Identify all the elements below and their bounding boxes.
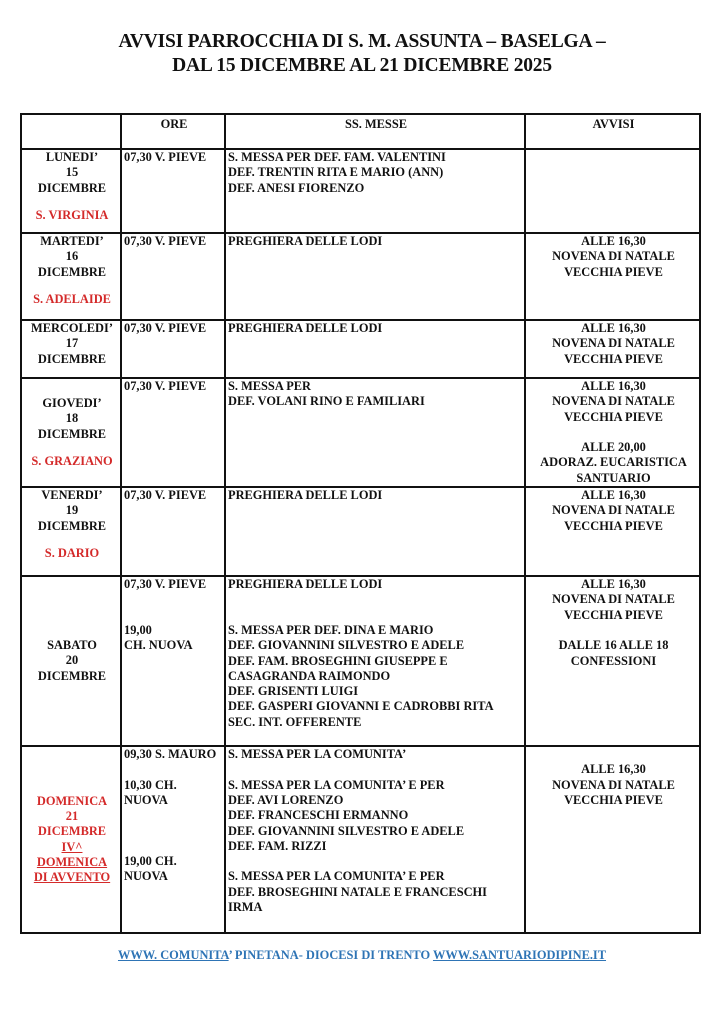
day-cell (21, 576, 121, 746)
time-location: 09,30 S. MAURO (124, 747, 217, 762)
notice-line: ALLE 20,00 (581, 440, 646, 455)
notice-line: DALLE 16 ALLE 18 (558, 638, 669, 653)
day-month: DICEMBRE (37, 824, 107, 839)
notice-line: ALLE 16,30 (581, 488, 646, 503)
mass-line: DEF. BROSEGHINI NATALE E FRANCESCHI (228, 884, 487, 899)
time-location: 07,30 V. PIEVE (124, 379, 207, 393)
notice-line: NOVENA DI NATALE (552, 336, 675, 351)
messe-cell (225, 576, 525, 746)
notice-line: VECCHIA PIEVE (564, 409, 663, 424)
notice-line: ALLE 16,30 (581, 321, 646, 335)
avvisi-cell (525, 378, 700, 487)
avvisi-cell (525, 487, 700, 576)
mass-line: DEF. FAM. RIZZI (228, 838, 327, 853)
notice-line: CONFESSIONI (570, 653, 657, 668)
avvisi-cell (525, 233, 700, 320)
table-header-row (21, 114, 700, 149)
day-number: 20 (65, 653, 79, 668)
comunita-pinetana-link[interactable]: WWW. COMUNITA (117, 948, 229, 962)
day-month: DICEMBRE (37, 180, 107, 195)
time-location: 07,30 V. PIEVE (124, 150, 207, 164)
day-name: GIOVEDI’ (42, 395, 102, 410)
column-header-avvisi: AVVISI (525, 114, 700, 149)
day-month: DICEMBRE (37, 351, 107, 366)
notice-line: ALLE 16,30 (581, 234, 646, 248)
mass-line: PREGHIERA DELLE LODI (228, 234, 383, 248)
column-header-ore: ORE (121, 114, 225, 149)
day-cell (21, 746, 121, 933)
avvisi-cell (525, 746, 700, 933)
messe-cell (225, 233, 525, 320)
saint-name: S. ADELAIDE (33, 291, 111, 306)
page-title (0, 30, 724, 78)
mass-line: S. MESSA PER LA COMUNITA’ (228, 747, 407, 762)
santuario-di-pine-link[interactable]: WWW.SANTUARIODIPINE.IT (432, 948, 607, 962)
column-header-messe: SS. MESSE (225, 114, 525, 149)
mass-line: DEF. GIOVANNINI SILVESTRO E ADELE (228, 638, 465, 653)
day-name: VENERDI’ (41, 488, 103, 503)
day-number: 17 (65, 336, 79, 351)
ore-cell (121, 149, 225, 233)
liturgical-label: IV^ (61, 839, 83, 854)
mass-line: DEF. AVI LORENZO (228, 792, 344, 807)
day-number: 15 (65, 165, 79, 180)
time-location: 19,00 CH. (124, 854, 177, 869)
day-month: DICEMBRE (37, 264, 107, 279)
time-location: 19,00 (124, 622, 152, 637)
ore-cell (121, 320, 225, 378)
notice-line: NOVENA DI NATALE (552, 249, 675, 264)
ore-cell (121, 487, 225, 576)
notice-line: ALLE 16,30 (581, 577, 646, 592)
notice-line: SANTUARIO (576, 470, 651, 485)
saint-name: S. GRAZIANO (31, 453, 113, 468)
table-row (21, 320, 700, 378)
notice-line: ALLE 16,30 (581, 379, 646, 393)
mass-line: S. MESSA PER DEF. FAM. VALENTINI (228, 150, 446, 164)
footer (0, 948, 724, 963)
column-header-day (21, 114, 121, 149)
time-location: CH. NUOVA (124, 638, 193, 653)
notice-line: VECCHIA PIEVE (564, 351, 663, 366)
title-line-2: DAL 15 DICEMBRE AL 21 DICEMBRE 2025 (172, 55, 552, 76)
avvisi-cell (525, 576, 700, 746)
mass-line: DEF. GRISENTI LUIGI (228, 684, 359, 699)
notice-line: VECCHIA PIEVE (564, 518, 663, 533)
day-month: DICEMBRE (37, 426, 107, 441)
notice-line: NOVENA DI NATALE (552, 394, 675, 409)
time-location: 07,30 V. PIEVE (124, 577, 207, 592)
time-location: 07,30 V. PIEVE (124, 488, 207, 503)
messe-cell (225, 487, 525, 576)
mass-line: S. MESSA PER LA COMUNITA’ E PER (228, 777, 445, 792)
messe-cell (225, 320, 525, 378)
mass-line: DEF. FRANCESCHI ERMANNO (228, 808, 409, 823)
notice-line: NOVENA DI NATALE (552, 777, 675, 792)
day-cell (21, 149, 121, 233)
notice-line: ALLE 16,30 (581, 762, 646, 777)
mass-line: DEF. VOLANI RINO E FAMILIARI (228, 394, 425, 409)
title-line-1: AVVISI PARROCCHIA DI S. M. ASSUNTA – BASELGA – (118, 31, 606, 52)
mass-line: S. MESSA PER (228, 379, 311, 393)
day-number: 16 (65, 249, 79, 264)
notice-line: VECCHIA PIEVE (564, 264, 663, 279)
day-number: 19 (65, 503, 79, 518)
mass-line: SEC. INT. OFFERENTE (228, 714, 362, 729)
day-cell (21, 233, 121, 320)
notice-line: NOVENA DI NATALE (552, 592, 675, 607)
table-row (21, 233, 700, 320)
day-name: SABATO (47, 638, 97, 653)
table-row (21, 149, 700, 233)
footer-text: ’ PINETANA- DIOCESI DI TRENTO (228, 948, 433, 962)
mass-line: DEF. ANESI FIORENZO (228, 180, 365, 195)
notice-line: ADORAZ. EUCARISTICA (540, 455, 687, 470)
liturgical-label: DOMENICA (36, 854, 108, 869)
day-name: MERCOLEDI’ (31, 321, 113, 335)
day-name: DOMENICA (36, 793, 108, 808)
mass-line: S. MESSA PER LA COMUNITA’ E PER (228, 869, 445, 884)
messe-cell (225, 378, 525, 487)
time-location: NUOVA (124, 792, 168, 807)
saint-name: S. DARIO (44, 545, 100, 560)
messe-cell (225, 149, 525, 233)
time-location: NUOVA (124, 869, 168, 884)
mass-line: DEF. FAM. BROSEGHINI GIUSEPPE E (228, 653, 448, 668)
liturgical-label: DI AVVENTO (33, 870, 111, 885)
schedule-table (20, 113, 701, 934)
mass-line: PREGHIERA DELLE LODI (228, 577, 383, 592)
notice-line: VECCHIA PIEVE (564, 607, 663, 622)
day-cell (21, 487, 121, 576)
table-row (21, 576, 700, 746)
mass-line: PREGHIERA DELLE LODI (228, 488, 383, 503)
day-cell (21, 378, 121, 487)
mass-line: IRMA (228, 900, 263, 915)
day-month: DICEMBRE (37, 668, 107, 683)
mass-line: S. MESSA PER DEF. DINA E MARIO (228, 622, 434, 637)
messe-cell (225, 746, 525, 933)
mass-line: DEF. GASPERI GIOVANNI E CADROBBI RITA (228, 699, 494, 714)
mass-line: PREGHIERA DELLE LODI (228, 321, 383, 335)
day-cell (21, 320, 121, 378)
time-location: 10,30 CH. (124, 777, 177, 792)
day-number: 21 (65, 808, 79, 823)
ore-cell (121, 746, 225, 933)
avvisi-cell (525, 149, 700, 233)
avvisi-cell (525, 320, 700, 378)
time-location: 07,30 V. PIEVE (124, 321, 207, 335)
table-row (21, 487, 700, 576)
table-row (21, 746, 700, 933)
saint-name: S. VIRGINIA (35, 207, 109, 222)
ore-cell (121, 233, 225, 320)
ore-cell (121, 378, 225, 487)
table-row (21, 378, 700, 487)
time-location: 07,30 V. PIEVE (124, 234, 207, 248)
mass-line: CASAGRANDA RAIMONDO (228, 668, 391, 683)
day-name: MARTEDI’ (40, 234, 104, 248)
ore-cell (121, 576, 225, 746)
mass-line: DEF. GIOVANNINI SILVESTRO E ADELE (228, 823, 465, 838)
notice-line: NOVENA DI NATALE (552, 503, 675, 518)
day-number: 18 (65, 411, 79, 426)
day-name: LUNEDI’ (45, 150, 99, 164)
mass-line: DEF. TRENTIN RITA E MARIO (ANN) (228, 165, 444, 180)
day-month: DICEMBRE (37, 518, 107, 533)
notice-line: VECCHIA PIEVE (564, 792, 663, 807)
